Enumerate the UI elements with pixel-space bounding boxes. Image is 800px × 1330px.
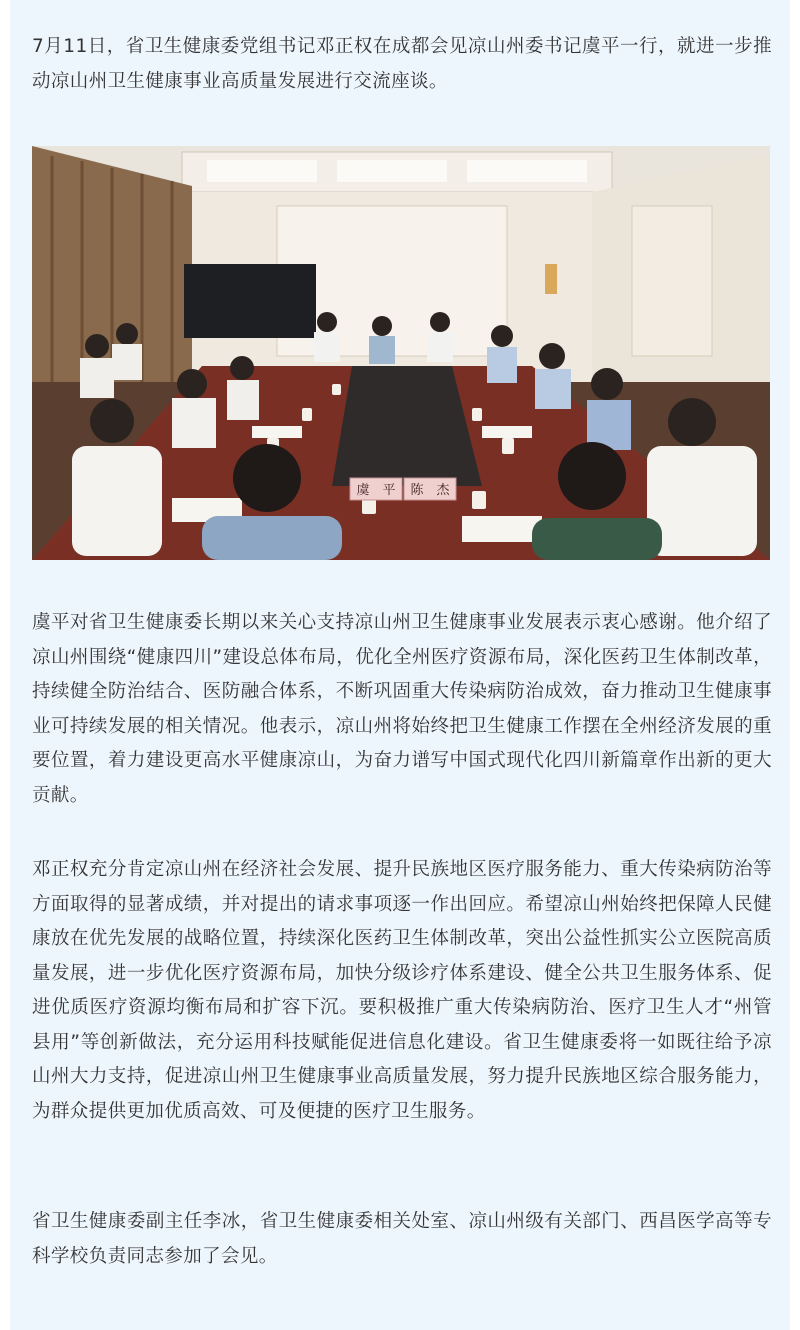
article-card: [10, 0, 790, 1330]
paragraph-4: 省卫生健康委副主任李冰，省卫生健康委相关处室、凉山州级有关部门、西昌医学高等专科学校负责同志参加了会见。: [32, 1211, 772, 1267]
paragraph-2: 虞平对省卫生健康委长期以来关心支持凉山州卫生健康事业发展表示衷心感谢。他介绍了凉山州围绕“健康四川”建设总体布局，优化全州医疗资源布局，深化医药卫生体制改革，持续健全防治结合、医防融合体系，不断巩固重大传染病防治成效，奋力推动卫生健康事业可持续发展的相关情况。他表示，凉山州将始终把卫生健康工作摆在全州经济发展的重要位置，着力建设更高水平健康凉山，为奋力谱写中国式现代化四川新篇章作出新的更大贡献。: [32, 612, 772, 806]
paragraph-3: 邓正权充分肯定凉山州在经济社会发展、提升民族地区医疗服务能力、重大传染病防治等方面取得的显著成绩，并对提出的请求事项逐一作出回应。希望凉山州始终把保障人民健康放在优先发展的战略位置，持续深化医药卫生体制改革，突出公益性抓实公立医院高质量发展，进一步优化医疗资源布局，加快分级诊疗体系建设、健全公共卫生服务体系、促进优质医疗资源均衡布局和扩容下沉。要积极推广重大传染病防治、医疗卫生人才“州管县用”等创新做法，充分运用科技赋能促进信息化建设。省卫生健康委将一如既往给予凉山州大力支持，促进凉山州卫生健康事业高质量发展，努力提升民族地区综合服务能力，为群众提供更加优质高效、可及便捷的医疗卫生服务。: [32, 859, 772, 1122]
paragraph-intro: 7月11日，省卫生健康委党组书记邓正权在成都会见凉山州委书记虞平一行，就进一步推动凉山州卫生健康事业高质量发展进行交流座谈。: [32, 36, 772, 92]
meeting-photo: [32, 146, 770, 560]
nameplate-right: 陈 杰: [410, 483, 450, 498]
nameplate-left: 虞 平: [356, 483, 396, 498]
